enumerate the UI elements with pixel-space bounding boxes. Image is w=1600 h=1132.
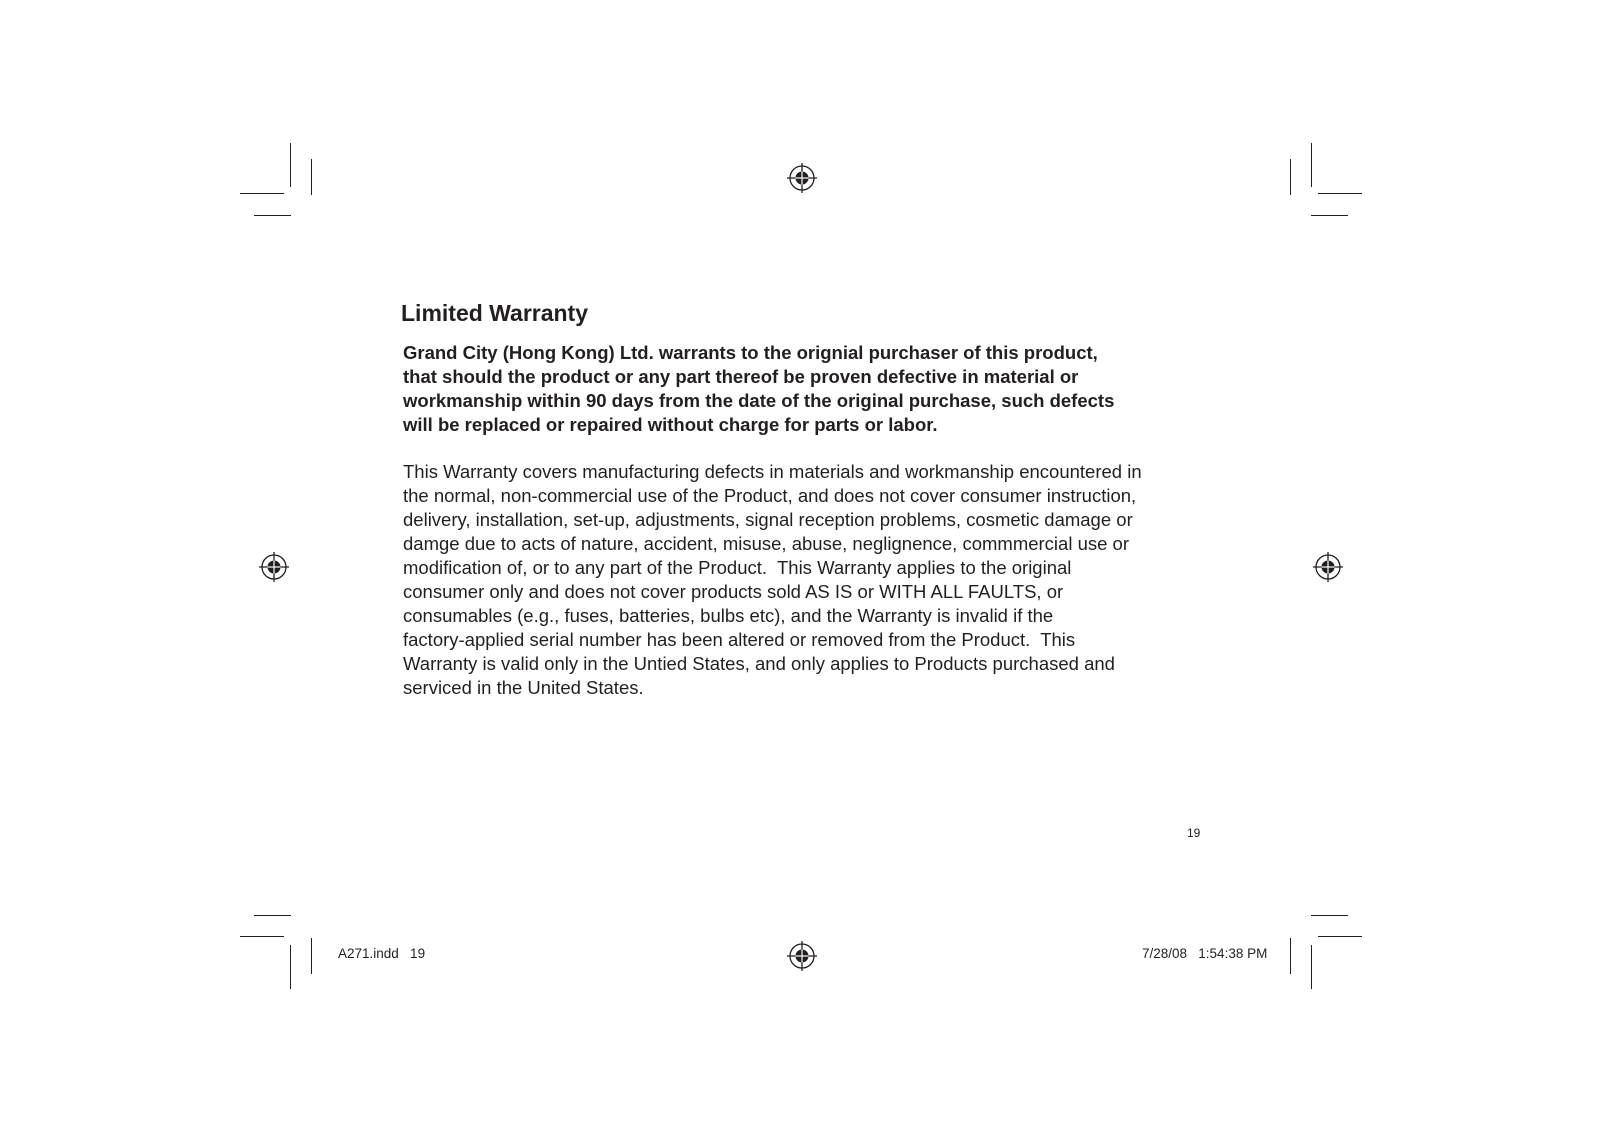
paragraph-line: Warranty is valid only in the Untied States, and only applies to Products purchased and	[403, 653, 1115, 674]
slug-timestamp: 7/28/08 1:54:38 PM	[1142, 946, 1268, 961]
registration-target-icon	[787, 941, 817, 971]
slug-file-name: A271.indd 19	[338, 946, 426, 961]
paragraph-line: modification of, or to any part of the Product. This Warranty applies to the original	[403, 557, 1072, 578]
warranty-summary-paragraph	[403, 341, 1114, 437]
warranty-terms-paragraph	[403, 460, 1142, 700]
paragraph-line: consumables (e.g., fuses, batteries, bulbs etc), and the Warranty is invalid if the	[403, 605, 1054, 626]
page-number: 19	[1187, 826, 1201, 840]
paragraph-line: the normal, non-commercial use of the Product, and does not cover consumer instruction,	[403, 485, 1137, 506]
paragraph-line: serviced in the United States.	[403, 677, 644, 698]
paragraph-line: damge due to acts of nature, accident, misuse, abuse, neglignence, commmercial use or	[403, 533, 1129, 554]
paragraph-line: workmanship within 90 days from the date of the original purchase, such defects	[403, 390, 1115, 411]
paragraph-line: factory-applied serial number has been altered or removed from the Product. This	[403, 629, 1076, 650]
page-title: Limited Warranty	[401, 300, 589, 326]
registration-target-icon	[787, 163, 817, 193]
paragraph-line: Grand City (Hong Kong) Ltd. warrants to the orignial purchaser of this product,	[403, 342, 1098, 363]
paragraph-line: will be replaced or repaired without charge for parts or labor.	[403, 414, 938, 435]
paragraph-line: This Warranty covers manufacturing defects in materials and workmanship encountered in	[403, 461, 1142, 482]
paragraph-line: delivery, installation, set-up, adjustments, signal reception problems, cosmetic damage or	[403, 509, 1133, 530]
paragraph-line: that should the product or any part thereof be proven defective in material or	[403, 366, 1079, 387]
registration-target-icon	[259, 552, 289, 582]
registration-target-icon	[1313, 552, 1343, 582]
paragraph-line: consumer only and does not cover products sold AS IS or WITH ALL FAULTS, or	[403, 581, 1064, 602]
